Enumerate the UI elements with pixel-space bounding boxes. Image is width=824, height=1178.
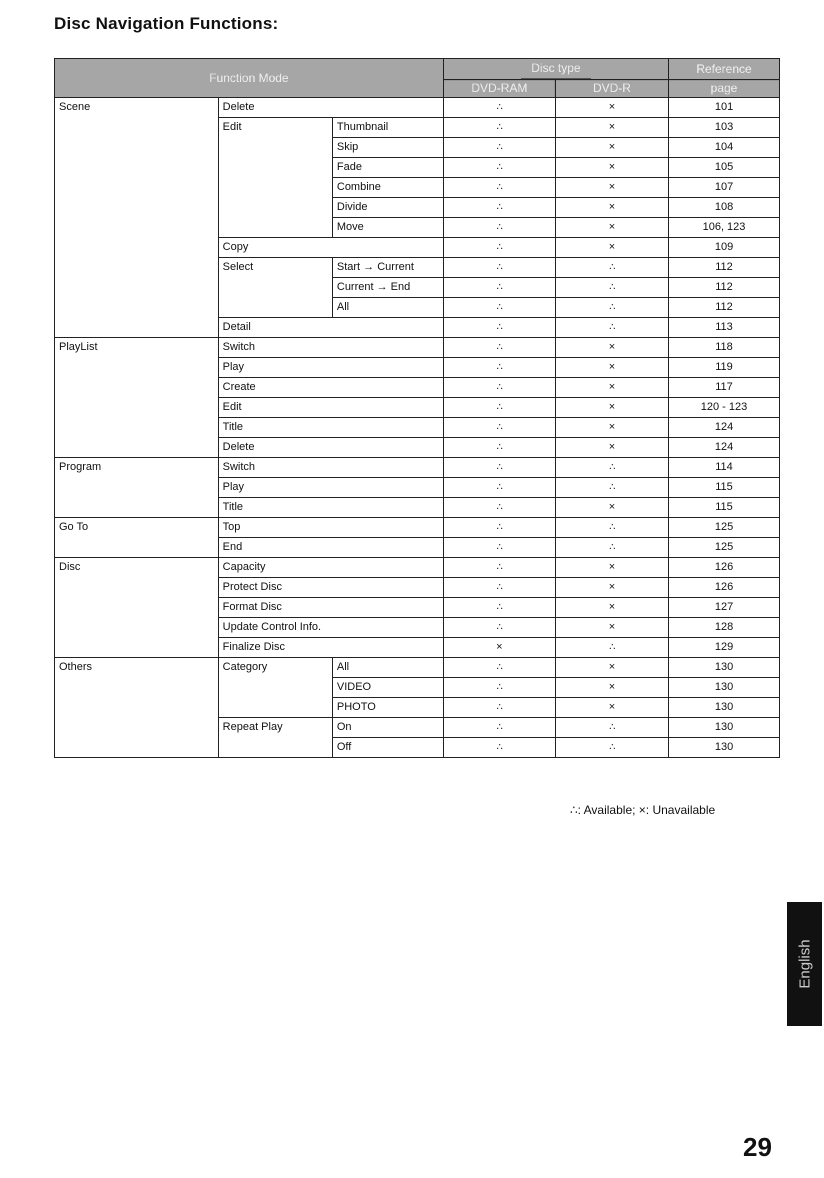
reference-page-cell: 101	[669, 98, 780, 118]
dvd-ram-header: DVD-RAM	[443, 80, 555, 98]
reference-page-cell: 130	[669, 718, 780, 738]
reference-page-cell: 126	[669, 558, 780, 578]
dvd-ram-cell: ∴	[443, 438, 555, 458]
dvd-r-cell: ×	[555, 618, 668, 638]
reference-page-cell: 104	[669, 138, 780, 158]
dvd-ram-cell: ∴	[443, 218, 555, 238]
dvd-r-cell: ×	[555, 118, 668, 138]
disc-type-header	[443, 59, 668, 80]
page-title: Disc Navigation Functions:	[54, 14, 279, 33]
subfunction-cell: All	[332, 298, 443, 318]
dvd-ram-cell: ∴	[443, 178, 555, 198]
function-cell: Category	[218, 658, 332, 718]
dvd-ram-cell: ∴	[443, 378, 555, 398]
function-cell: Title	[218, 418, 443, 438]
dvd-r-cell: ×	[555, 358, 668, 378]
function-cell: Switch	[218, 458, 443, 478]
dvd-ram-cell: ∴	[443, 338, 555, 358]
dvd-r-cell: ×	[555, 138, 668, 158]
dvd-r-cell: ×	[555, 438, 668, 458]
reference-page-cell: 108	[669, 198, 780, 218]
dvd-r-cell: ×	[555, 678, 668, 698]
dvd-ram-cell: ∴	[443, 538, 555, 558]
reference-page-cell: 117	[669, 378, 780, 398]
dvd-ram-cell: ∴	[443, 278, 555, 298]
subfunction-cell: Combine	[332, 178, 443, 198]
dvd-ram-cell: ∴	[443, 678, 555, 698]
dvd-ram-cell: ∴	[443, 138, 555, 158]
dvd-ram-cell: ∴	[443, 398, 555, 418]
dvd-ram-cell: ∴	[443, 698, 555, 718]
function-cell: Repeat Play	[218, 718, 332, 758]
dvd-ram-cell: ∴	[443, 198, 555, 218]
subfunction-cell: Fade	[332, 158, 443, 178]
subfunction-cell: VIDEO	[332, 678, 443, 698]
function-cell: Copy	[218, 238, 443, 258]
dvd-ram-cell: ∴	[443, 498, 555, 518]
dvd-r-cell: ×	[555, 98, 668, 118]
legend: ∴: Available; ×: Unavailable	[570, 803, 716, 817]
reference-page-cell: 106, 123	[669, 218, 780, 238]
category-cell: Go To	[55, 518, 219, 558]
reference-page-cell: 130	[669, 698, 780, 718]
function-cell: Update Control Info.	[218, 618, 443, 638]
function-cell: Edit	[218, 118, 332, 238]
disc-type-label: Disc type	[521, 59, 590, 79]
function-cell: Play	[218, 478, 443, 498]
dvd-ram-cell: ∴	[443, 298, 555, 318]
subfunction-cell: Current → End	[332, 278, 443, 298]
dvd-ram-cell: ∴	[443, 418, 555, 438]
reference-page-cell: 112	[669, 298, 780, 318]
function-cell: Finalize Disc	[218, 638, 443, 658]
function-cell: Create	[218, 378, 443, 398]
dvd-r-cell: ×	[555, 598, 668, 618]
dvd-r-cell: ×	[555, 218, 668, 238]
reference-page-cell: 125	[669, 538, 780, 558]
function-cell: Select	[218, 258, 332, 318]
reference-page-cell: 112	[669, 278, 780, 298]
dvd-ram-cell: ∴	[443, 518, 555, 538]
subfunction-cell: Start → Current	[332, 258, 443, 278]
dvd-ram-cell: ∴	[443, 598, 555, 618]
page-header: page	[669, 80, 780, 98]
category-cell: Others	[55, 658, 219, 758]
dvd-r-cell: ∴	[555, 738, 668, 758]
subfunction-cell: All	[332, 658, 443, 678]
dvd-r-cell: ×	[555, 378, 668, 398]
dvd-r-cell: ∴	[555, 718, 668, 738]
dvd-ram-cell: ∴	[443, 618, 555, 638]
dvd-r-cell: ∴	[555, 638, 668, 658]
category-cell: Program	[55, 458, 219, 518]
reference-page-cell: 130	[669, 678, 780, 698]
table-row	[55, 658, 780, 678]
dvd-ram-cell: ×	[443, 638, 555, 658]
page-number: 29	[743, 1132, 772, 1162]
subfunction-cell: Move	[332, 218, 443, 238]
dvd-ram-cell: ∴	[443, 718, 555, 738]
subfunction-cell: Thumbnail	[332, 118, 443, 138]
dvd-r-cell: ×	[555, 558, 668, 578]
function-cell: End	[218, 538, 443, 558]
reference-page-cell: 127	[669, 598, 780, 618]
dvd-ram-cell: ∴	[443, 238, 555, 258]
subfunction-cell: Divide	[332, 198, 443, 218]
dvd-ram-cell: ∴	[443, 158, 555, 178]
dvd-r-cell: ∴	[555, 518, 668, 538]
table-row	[55, 518, 780, 538]
reference-page-cell: 118	[669, 338, 780, 358]
dvd-r-cell: ×	[555, 338, 668, 358]
function-cell: Top	[218, 518, 443, 538]
dvd-r-cell: ∴	[555, 258, 668, 278]
function-cell: Delete	[218, 438, 443, 458]
subfunction-cell: Skip	[332, 138, 443, 158]
reference-header: Reference	[669, 59, 780, 80]
function-cell: Edit	[218, 398, 443, 418]
function-cell: Protect Disc	[218, 578, 443, 598]
reference-page-cell: 125	[669, 518, 780, 538]
dvd-r-cell: ×	[555, 658, 668, 678]
dvd-r-cell: ×	[555, 198, 668, 218]
dvd-r-cell: ×	[555, 498, 668, 518]
language-tab	[787, 902, 822, 1026]
subfunction-cell: PHOTO	[332, 698, 443, 718]
reference-page-cell: 130	[669, 658, 780, 678]
dvd-ram-cell: ∴	[443, 98, 555, 118]
reference-page-cell: 105	[669, 158, 780, 178]
dvd-ram-cell: ∴	[443, 318, 555, 338]
dvd-r-cell: ∴	[555, 278, 668, 298]
reference-page-cell: 107	[669, 178, 780, 198]
function-mode-header: Function Mode	[55, 59, 444, 98]
dvd-ram-cell: ∴	[443, 738, 555, 758]
reference-page-cell: 124	[669, 418, 780, 438]
dvd-r-cell: ∴	[555, 478, 668, 498]
function-cell: Title	[218, 498, 443, 518]
category-cell: Disc	[55, 558, 219, 658]
dvd-r-cell: ×	[555, 238, 668, 258]
reference-page-cell: 126	[669, 578, 780, 598]
reference-page-cell: 128	[669, 618, 780, 638]
dvd-ram-cell: ∴	[443, 478, 555, 498]
dvd-ram-cell: ∴	[443, 558, 555, 578]
subfunction-cell: On	[332, 718, 443, 738]
dvd-ram-cell: ∴	[443, 118, 555, 138]
dvd-r-cell: ×	[555, 418, 668, 438]
dvd-ram-cell: ∴	[443, 658, 555, 678]
function-cell: Format Disc	[218, 598, 443, 618]
reference-page-cell: 130	[669, 738, 780, 758]
function-cell: Delete	[218, 98, 443, 118]
dvd-ram-cell: ∴	[443, 458, 555, 478]
reference-page-cell: 119	[669, 358, 780, 378]
table-row	[55, 458, 780, 478]
subfunction-cell: Off	[332, 738, 443, 758]
function-cell: Detail	[218, 318, 443, 338]
dvd-ram-cell: ∴	[443, 578, 555, 598]
dvd-r-cell: ∴	[555, 538, 668, 558]
dvd-r-cell: ×	[555, 158, 668, 178]
reference-page-cell: 115	[669, 498, 780, 518]
reference-page-cell: 109	[669, 238, 780, 258]
reference-page-cell: 120 - 123	[669, 398, 780, 418]
function-cell: Switch	[218, 338, 443, 358]
dvd-r-cell: ∴	[555, 318, 668, 338]
dvd-r-cell: ×	[555, 178, 668, 198]
reference-page-cell: 129	[669, 638, 780, 658]
dvd-r-header: DVD-R	[555, 80, 668, 98]
table-row	[55, 558, 780, 578]
reference-page-cell: 114	[669, 458, 780, 478]
function-cell: Capacity	[218, 558, 443, 578]
category-cell: Scene	[55, 98, 219, 338]
dvd-ram-cell: ∴	[443, 258, 555, 278]
dvd-r-cell: ×	[555, 398, 668, 418]
reference-page-cell: 112	[669, 258, 780, 278]
dvd-r-cell: ∴	[555, 298, 668, 318]
reference-page-cell: 115	[669, 478, 780, 498]
reference-page-cell: 124	[669, 438, 780, 458]
dvd-r-cell: ×	[555, 578, 668, 598]
reference-page-cell: 103	[669, 118, 780, 138]
table-row	[55, 98, 780, 118]
category-cell: PlayList	[55, 338, 219, 458]
reference-page-cell: 113	[669, 318, 780, 338]
language-tab-label: English	[796, 939, 813, 989]
function-cell: Play	[218, 358, 443, 378]
table-row	[55, 338, 780, 358]
dvd-ram-cell: ∴	[443, 358, 555, 378]
dvd-r-cell: ×	[555, 698, 668, 718]
disc-navigation-table	[54, 58, 780, 758]
dvd-r-cell: ∴	[555, 458, 668, 478]
